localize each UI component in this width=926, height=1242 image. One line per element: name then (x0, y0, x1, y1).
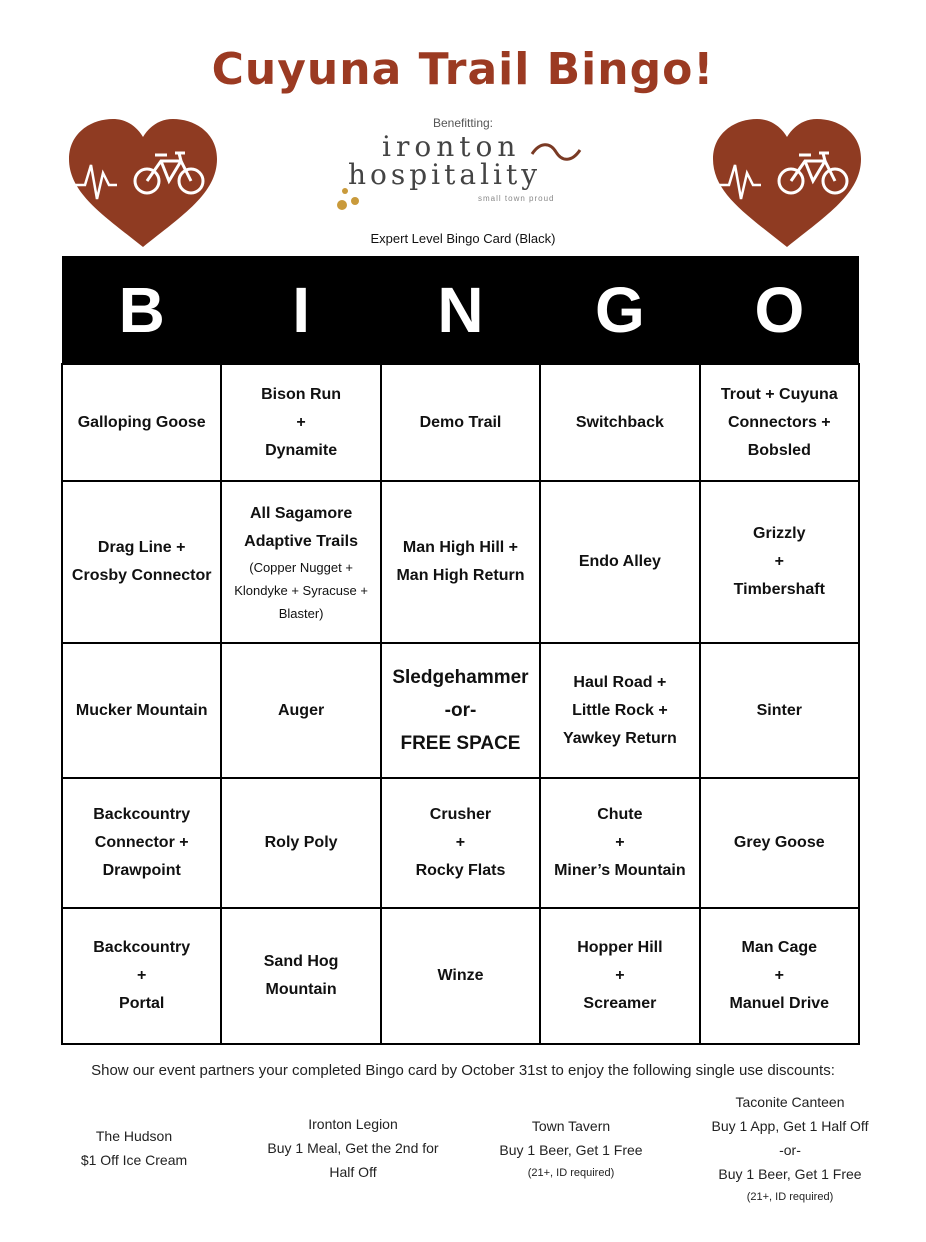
logo-text-ironton: ironton (382, 130, 521, 163)
square-text-line: FREE SPACE (400, 733, 521, 754)
bingo-square[interactable] (381, 481, 540, 643)
square-text-line: + (774, 967, 784, 984)
square-text-line: Portal (119, 995, 165, 1012)
bingo-square[interactable] (62, 778, 221, 908)
square-text-line: Grey Goose (733, 834, 825, 851)
square-text-line: Sinter (756, 701, 802, 719)
square-text-line: -or- (444, 700, 477, 721)
partner-text-line: -or- (779, 1142, 801, 1158)
square-text-line: Connector + (94, 834, 189, 851)
square-text-line: + (774, 553, 784, 570)
square-text-line: Rocky Flats (415, 862, 506, 879)
bingo-square[interactable] (700, 643, 859, 778)
square-text-line: Switchback (575, 413, 664, 431)
square-subtext-line: Blaster) (278, 605, 324, 621)
logo-text-hospitality: hospitality (348, 158, 542, 191)
header-letter-i: I (292, 273, 310, 346)
square-text-line: Sand Hog (263, 953, 339, 970)
square-text-line: All Sagamore (249, 504, 353, 522)
partner-ironton-legion (253, 1112, 453, 1184)
square-text-line: Miner’s Mountain (554, 862, 686, 879)
square-text-line: Man Cage (741, 939, 818, 956)
square-text-line: Manuel Drive (729, 995, 830, 1012)
bingo-grid (61, 363, 860, 1045)
bingo-square[interactable] (221, 908, 380, 1044)
square-text-line: Haul Road + (573, 673, 667, 691)
page-title: Cuyuna Trail Bingo! (211, 44, 715, 95)
bingo-row (62, 481, 859, 643)
bingo-square[interactable] (221, 364, 380, 481)
header-letter-n: N (437, 273, 484, 346)
square-text-line: Connectors + (727, 413, 831, 431)
bingo-square[interactable] (221, 481, 380, 643)
square-text-line: Adaptive Trails (244, 532, 358, 550)
bingo-square[interactable] (381, 908, 540, 1044)
square-text-line: Crosby Connector (71, 567, 212, 584)
bingo-square[interactable] (381, 643, 540, 778)
square-text-line: Drawpoint (102, 862, 181, 879)
square-text-line: Demo Trail (419, 413, 502, 431)
square-text-line: Roly Poly (264, 834, 338, 851)
bingo-square[interactable] (62, 364, 221, 481)
bingo-square[interactable] (221, 643, 380, 778)
bingo-square[interactable] (700, 778, 859, 908)
square-text-line: + (615, 967, 625, 984)
square-text-line: Backcountry (93, 806, 191, 823)
bingo-square[interactable] (62, 643, 221, 778)
square-text-line: Sledgehammer (392, 667, 529, 688)
logo-tagline: small town proud (478, 194, 555, 203)
square-text-line: Hopper Hill (577, 939, 663, 956)
logo-dots-icon (333, 183, 363, 217)
bingo-square[interactable] (540, 364, 699, 481)
partner-taconite-canteen (700, 1090, 880, 1208)
partner-text-line: Half Off (329, 1164, 377, 1180)
bingo-row (62, 643, 859, 778)
bingo-row (62, 908, 859, 1044)
bingo-square[interactable] (62, 908, 221, 1044)
partner-restriction-note: (21+, ID required) (527, 1167, 615, 1179)
square-text-line: Trout + Cuyuna (720, 385, 838, 403)
bingo-square[interactable] (221, 778, 380, 908)
square-text-line: Auger (277, 701, 325, 719)
bingo-row (62, 364, 859, 481)
square-text-line: Endo Alley (578, 553, 661, 570)
partner-text-line: Taconite Canteen (735, 1094, 845, 1110)
discount-instructions: Show our event partners your completed Bingo card by October 31st to enjoy the following single use discounts: (91, 1062, 835, 1079)
square-text-line: Screamer (583, 995, 657, 1012)
square-text-line: Bobsled (747, 441, 811, 459)
bingo-square[interactable] (700, 364, 859, 481)
square-text-line: + (615, 834, 625, 851)
bingo-square[interactable] (540, 778, 699, 908)
partner-text-line: Buy 1 Beer, Get 1 Free (499, 1142, 643, 1158)
partner-text-line: Town Tavern (531, 1118, 611, 1134)
bingo-square[interactable] (540, 481, 699, 643)
bingo-square[interactable] (700, 481, 859, 643)
square-text-line: Man High Hill + (402, 539, 519, 556)
bingo-row (62, 778, 859, 908)
partner-text-line: The Hudson (95, 1128, 173, 1144)
header-letter-b: B (118, 273, 165, 346)
square-text-line: Man High Return (396, 567, 525, 584)
card-level-subtitle: Expert Level Bingo Card (Black) (370, 231, 556, 246)
header-letter-o: O (754, 273, 805, 346)
bingo-square[interactable] (700, 908, 859, 1044)
square-text-line: Crusher (429, 806, 492, 823)
partner-text-line: Buy 1 Beer, Get 1 Free (718, 1166, 862, 1182)
square-text-line: Mucker Mountain (75, 701, 208, 719)
square-text-line: Timbershaft (733, 581, 825, 598)
benefitting-label: Benefitting: (432, 116, 494, 130)
square-text-line: Backcountry (93, 939, 191, 956)
bingo-square[interactable] (381, 364, 540, 481)
bingo-header (62, 256, 859, 363)
partner-text-line: $1 Off Ice Cream (80, 1152, 188, 1168)
square-text-line: Dynamite (265, 441, 338, 459)
partner-town-tavern (490, 1114, 652, 1184)
square-text-line: + (455, 834, 466, 851)
partner-text-line: Ironton Legion (308, 1116, 398, 1132)
square-text-line: Drag Line + (97, 539, 186, 556)
square-text-line: Winze (437, 967, 484, 984)
square-text-line: Mountain (265, 981, 337, 998)
square-text-line: Grizzly (753, 525, 806, 542)
square-text-line: + (296, 413, 306, 431)
square-text-line: + (137, 967, 147, 984)
square-text-line: Yawkey Return (562, 729, 677, 747)
header-letter-g: G (595, 273, 645, 346)
square-text-line: Galloping Goose (77, 413, 206, 431)
bingo-square[interactable] (381, 778, 540, 908)
square-text-line: Chute (597, 806, 643, 823)
partner-text-line: Buy 1 App, Get 1 Half Off (711, 1118, 869, 1134)
square-text-line: Bison Run (261, 385, 342, 403)
partner-the-hudson (54, 1124, 214, 1172)
square-subtext-line: (Copper Nugget + (249, 559, 353, 575)
bingo-square[interactable] (62, 481, 221, 643)
bingo-square[interactable] (540, 908, 699, 1044)
square-text-line: Little Rock + (572, 701, 668, 719)
partner-restriction-note: (21+, ID required) (746, 1191, 834, 1203)
partner-text-line: Buy 1 Meal, Get the 2nd for (267, 1140, 439, 1156)
bingo-square[interactable] (540, 643, 699, 778)
square-subtext-line: Klondyke + Syracuse + (234, 582, 368, 598)
